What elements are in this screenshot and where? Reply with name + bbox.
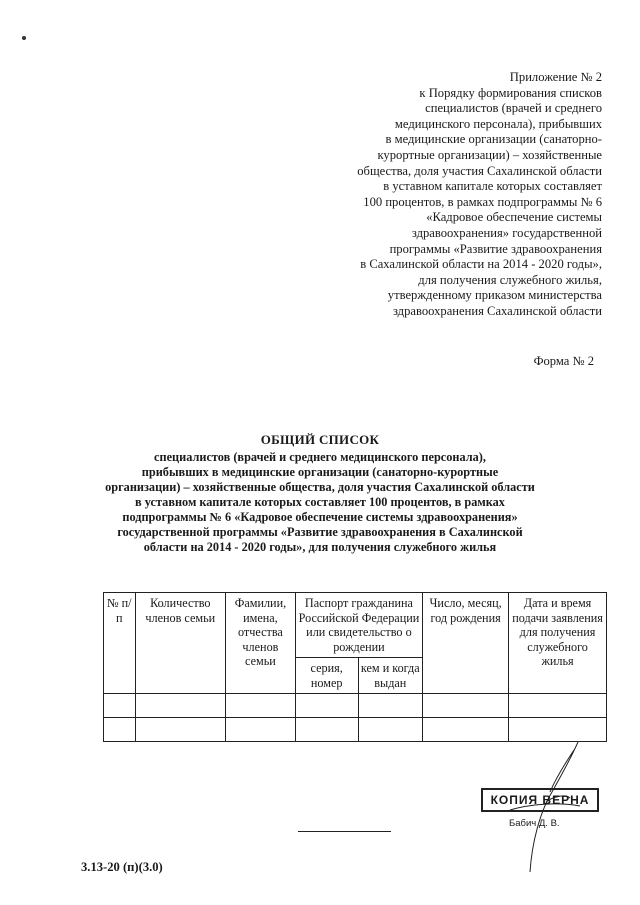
appendix-line: медицинского персонала), прибывших: [394, 116, 602, 131]
copy-stamp: [481, 788, 599, 828]
header-family-names: Фамилии, имена, отчества членов семьи: [226, 593, 296, 694]
header-series-number: серия, номер: [295, 658, 358, 694]
appendix-line: «Кадровое обеспечение системы: [426, 210, 602, 225]
specialists-table: [103, 592, 607, 742]
header-application-date: Дата и время подачи заявления для получения служебного жилья: [509, 593, 607, 694]
appendix-line: в медицинские организации (санаторно-: [385, 132, 602, 147]
table-row: [104, 694, 607, 718]
document-title: ОБЩИЙ СПИСОК: [260, 432, 380, 447]
table-cell: [295, 718, 358, 742]
appendix-line: утвержденному приказом министерства: [387, 288, 602, 303]
table-cell: [135, 694, 226, 718]
appendix-line: к Порядку формирования списков: [419, 85, 602, 100]
table-cell: [509, 694, 607, 718]
appendix-line: Приложение № 2: [509, 70, 602, 84]
stamp-label: КОПИЯ ВЕРНА: [481, 788, 599, 812]
table-cell: [423, 694, 509, 718]
appendix-line: в уставном капитале которых составляет: [383, 179, 602, 194]
appendix-line: программы «Развитие здравоохранения: [389, 241, 602, 256]
subtitle-line: прибывших в медицинские организации (санаторно-курортные: [141, 465, 499, 479]
appendix-note: [272, 70, 602, 320]
table-cell: [104, 694, 136, 718]
subtitle-line: государственной программы «Развитие здравоохранения в Сахалинской: [117, 525, 523, 539]
header-passport: Паспорт гражданина Российской Федерации или свидетельство о рождении: [295, 593, 422, 658]
appendix-line: курортные организации) – хозяйственные: [377, 147, 602, 162]
table-cell: [226, 718, 296, 742]
header-number: № п/п: [104, 593, 136, 694]
appendix-line: 100 процентов, в рамках подпрограммы № 6: [363, 194, 602, 209]
form-label: Форма № 2: [533, 354, 594, 368]
stamp-name: Бабич Д. В.: [509, 818, 560, 829]
subtitle-line: области на 2014 - 2020 годы», для получения служебного жилья: [143, 540, 497, 554]
appendix-line: здравоохранения» государственной: [411, 225, 602, 240]
table-cell: [358, 694, 423, 718]
document-code: 3.13-20 (п)(3.0): [81, 860, 163, 874]
table-cell: [226, 694, 296, 718]
header-birth-date: Число, месяц, год рождения: [423, 593, 509, 694]
subtitle-line: специалистов (врачей и среднего медицинского персонала),: [154, 450, 486, 464]
appendix-line: общества, доля участия Сахалинской области: [357, 163, 602, 178]
subtitle-line: подпрограммы № 6 «Кадровое обеспечение системы здравоохранения»: [122, 510, 518, 524]
table-cell: [295, 694, 358, 718]
table-cell: [358, 718, 423, 742]
appendix-line: специалистов (врачей и среднего: [425, 101, 602, 116]
appendix-line: здравоохранения Сахалинской области: [392, 303, 602, 318]
table-cell: [135, 718, 226, 742]
header-family-count: Количество членов семьи: [135, 593, 226, 694]
table-header-row: [104, 593, 607, 658]
margin-mark: [22, 36, 26, 40]
subtitle-line: организации) – хозяйственные общества, доля участия Сахалинской области: [105, 480, 535, 494]
subtitle-line: в уставном капитале которых составляет 100 процентов, в рамках: [135, 495, 505, 509]
header-issued-by: кем и когда выдан: [358, 658, 423, 694]
signature-line: [298, 831, 391, 832]
appendix-line: в Сахалинской области на 2014 - 2020 годы»,: [360, 257, 602, 272]
document-subtitle: [0, 450, 640, 555]
appendix-line: для получения служебного жилья,: [418, 272, 602, 287]
table-cell: [104, 718, 136, 742]
